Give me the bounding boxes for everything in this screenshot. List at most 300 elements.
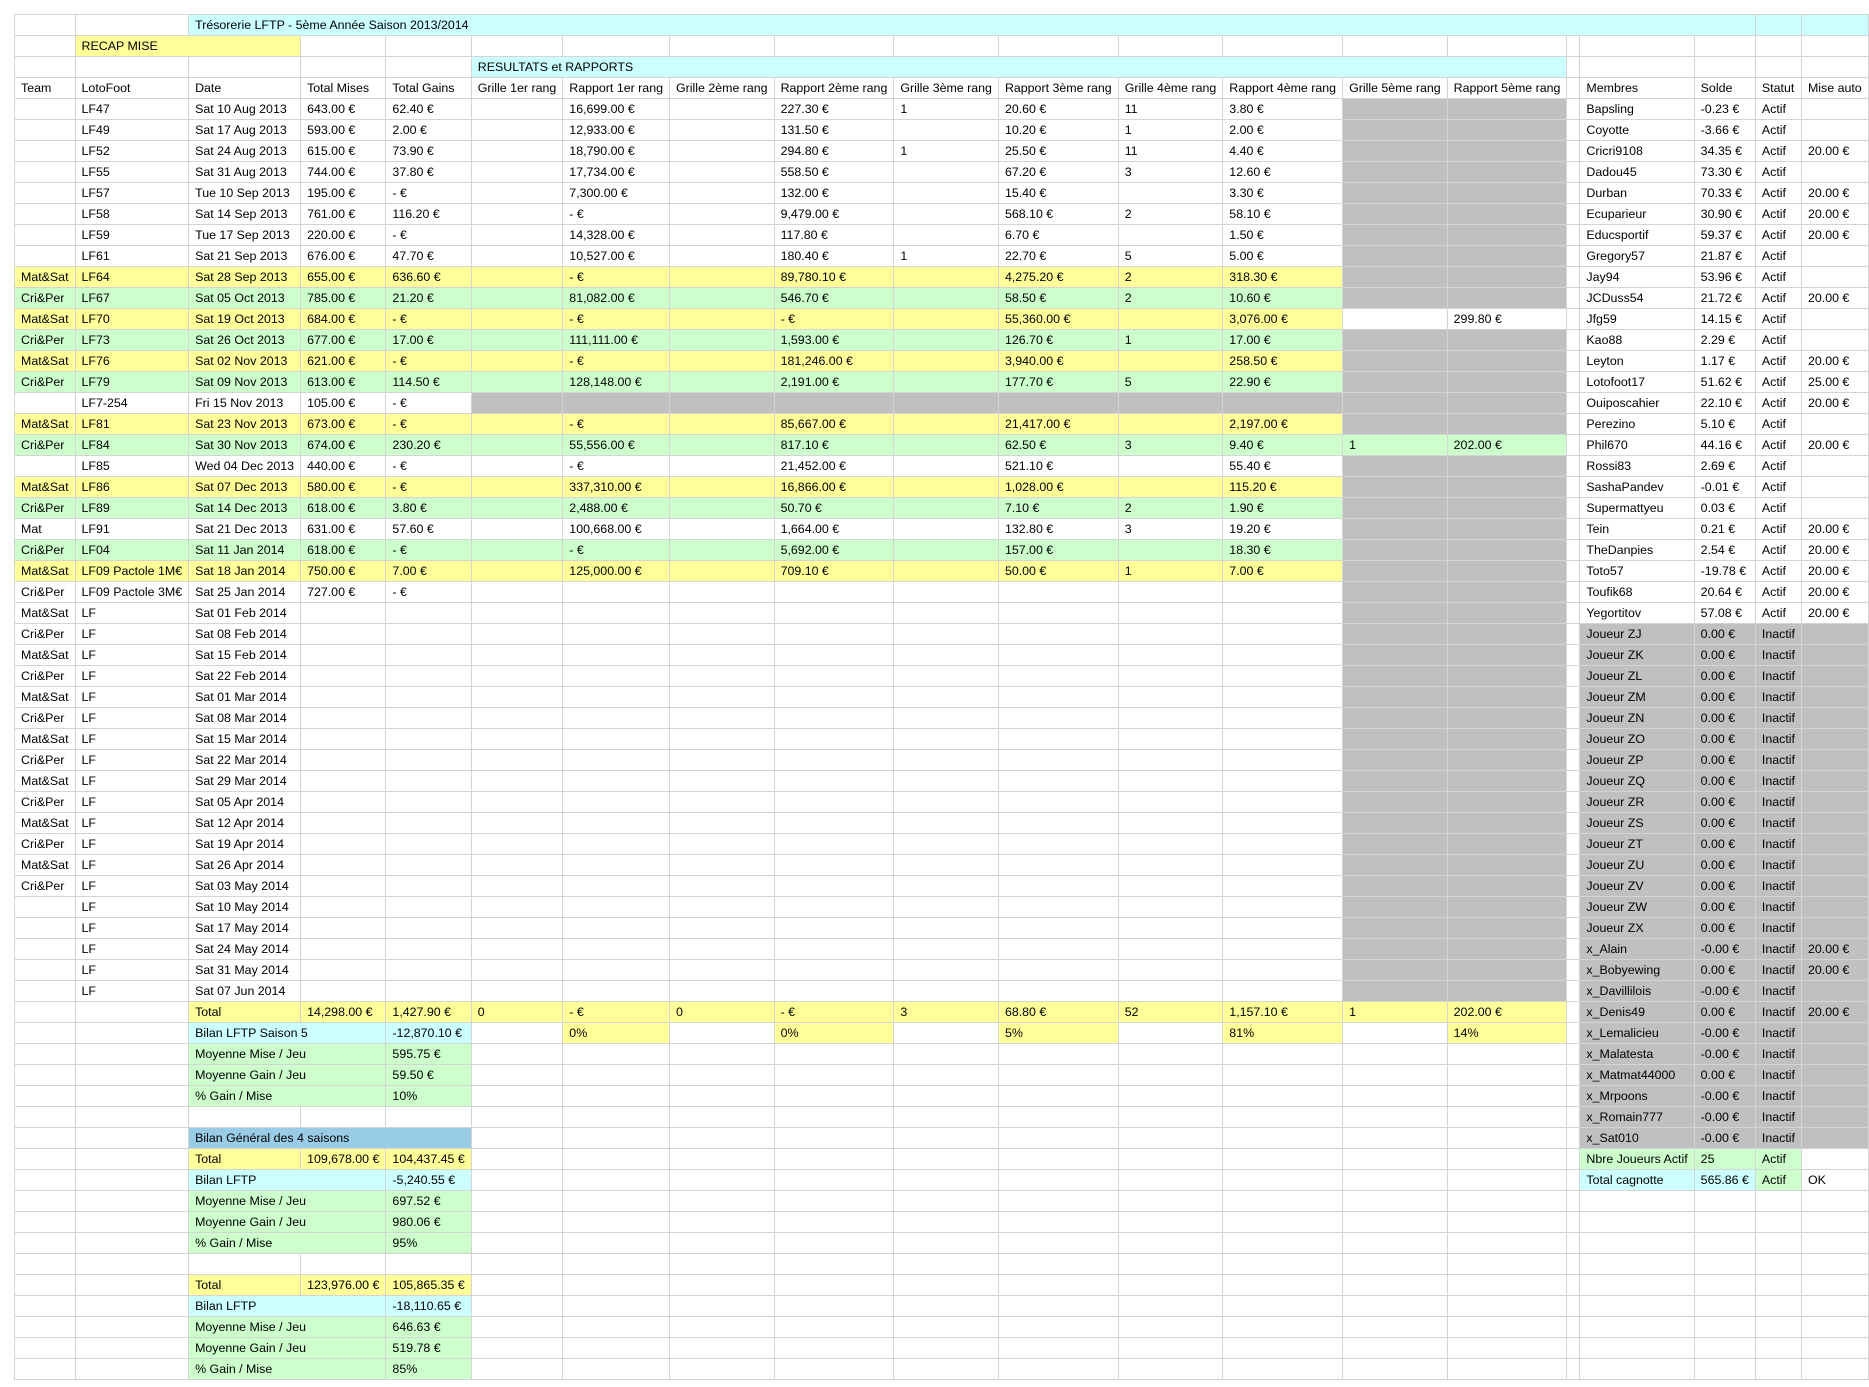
empty-cell[interactable] (471, 1086, 563, 1107)
empty-cell[interactable] (1567, 1002, 1580, 1023)
member-statut[interactable]: Inactif (1755, 981, 1801, 1002)
data-cell[interactable]: 3.30 € (1223, 183, 1343, 204)
data-cell[interactable]: 3.80 € (1223, 99, 1343, 120)
data-cell[interactable] (301, 939, 386, 960)
data-cell[interactable] (1447, 540, 1567, 561)
empty-cell[interactable] (1343, 1233, 1448, 1254)
member-statut[interactable]: Actif (1755, 603, 1801, 624)
stat-label[interactable]: Moyenne Gain / Jeu (189, 1212, 386, 1233)
data-cell[interactable] (471, 729, 563, 750)
member-solde[interactable]: 0.00 € (1694, 855, 1755, 876)
data-cell[interactable]: 62.40 € (386, 99, 471, 120)
data-cell[interactable]: 1 (894, 246, 999, 267)
empty-cell[interactable] (15, 1275, 76, 1296)
data-cell[interactable] (1118, 792, 1223, 813)
member-solde[interactable]: 51.62 € (1694, 372, 1755, 393)
member-solde[interactable]: 0.00 € (1694, 666, 1755, 687)
data-cell[interactable] (563, 708, 670, 729)
data-cell[interactable]: 18.30 € (1223, 540, 1343, 561)
member-name[interactable]: Ecuparieur (1580, 204, 1694, 225)
data-cell[interactable] (998, 708, 1118, 729)
empty-cell[interactable] (75, 1044, 189, 1065)
data-cell[interactable] (471, 645, 563, 666)
data-cell[interactable]: - € (563, 309, 670, 330)
data-cell[interactable]: 116.20 € (386, 204, 471, 225)
empty-cell[interactable] (471, 1128, 563, 1149)
data-cell[interactable] (1343, 645, 1448, 666)
empty-cell[interactable] (75, 57, 189, 78)
data-cell[interactable] (1447, 393, 1567, 414)
stat-label[interactable]: % Gain / Mise (189, 1233, 386, 1254)
data-cell[interactable]: 37.80 € (386, 162, 471, 183)
pct-cell[interactable] (894, 1023, 999, 1044)
empty-cell[interactable] (1694, 36, 1755, 57)
data-cell[interactable] (301, 876, 386, 897)
empty-cell[interactable] (1343, 1254, 1448, 1275)
member-mise-auto[interactable] (1801, 1023, 1868, 1044)
data-cell[interactable]: Cri&Per (15, 666, 76, 687)
data-cell[interactable]: 1 (1118, 120, 1223, 141)
empty-cell[interactable] (1580, 57, 1694, 78)
data-cell[interactable]: Sat 28 Sep 2013 (189, 267, 301, 288)
data-cell[interactable] (774, 939, 894, 960)
stat-value[interactable]: 10% (386, 1086, 471, 1107)
data-cell[interactable] (774, 960, 894, 981)
data-cell[interactable]: Mat&Sat (15, 771, 76, 792)
empty-cell[interactable] (1567, 36, 1580, 57)
data-cell[interactable] (563, 876, 670, 897)
data-cell[interactable] (1118, 393, 1223, 414)
data-cell[interactable] (471, 813, 563, 834)
data-cell[interactable] (774, 855, 894, 876)
member-mise-auto[interactable] (1801, 771, 1868, 792)
data-cell[interactable] (1447, 855, 1567, 876)
empty-cell[interactable] (1567, 1254, 1580, 1275)
data-cell[interactable] (774, 981, 894, 1002)
data-cell[interactable]: 16,699.00 € (563, 99, 670, 120)
data-cell[interactable] (998, 834, 1118, 855)
data-cell[interactable]: LF (75, 603, 189, 624)
data-cell[interactable]: 50.00 € (998, 561, 1118, 582)
empty-cell[interactable] (15, 1002, 76, 1023)
bilan4-title[interactable]: Bilan Général des 4 saisons (189, 1128, 472, 1149)
member-statut[interactable]: Inactif (1755, 897, 1801, 918)
empty-cell[interactable] (894, 1128, 999, 1149)
data-cell[interactable] (774, 918, 894, 939)
data-cell[interactable]: LF47 (75, 99, 189, 120)
data-cell[interactable]: 631.00 € (301, 519, 386, 540)
data-cell[interactable] (15, 204, 76, 225)
member-statut[interactable]: Inactif (1755, 771, 1801, 792)
data-cell[interactable] (894, 624, 999, 645)
data-cell[interactable] (774, 750, 894, 771)
data-cell[interactable] (669, 834, 774, 855)
header-cell[interactable]: Team (15, 78, 76, 99)
empty-cell[interactable] (1447, 1338, 1567, 1359)
empty-cell[interactable] (1343, 1170, 1448, 1191)
empty-cell[interactable] (1447, 1128, 1567, 1149)
data-cell[interactable] (998, 813, 1118, 834)
data-cell[interactable]: 3 (1118, 435, 1223, 456)
data-cell[interactable] (1118, 183, 1223, 204)
data-cell[interactable] (1343, 393, 1448, 414)
empty-cell[interactable] (1755, 1254, 1801, 1275)
data-cell[interactable] (894, 729, 999, 750)
empty-cell[interactable] (75, 1359, 189, 1380)
empty-cell[interactable] (1567, 309, 1580, 330)
data-cell[interactable]: - € (386, 225, 471, 246)
data-cell[interactable]: LF (75, 897, 189, 918)
empty-cell[interactable] (1567, 855, 1580, 876)
empty-cell[interactable] (563, 1254, 670, 1275)
member-name[interactable]: Educsportif (1580, 225, 1694, 246)
data-cell[interactable] (774, 876, 894, 897)
data-cell[interactable]: Sat 18 Jan 2014 (189, 561, 301, 582)
empty-cell[interactable] (1118, 1044, 1223, 1065)
data-cell[interactable]: 440.00 € (301, 456, 386, 477)
data-cell[interactable] (894, 834, 999, 855)
empty-cell[interactable] (1755, 15, 1801, 36)
empty-cell[interactable] (1567, 1086, 1580, 1107)
empty-cell[interactable] (894, 1149, 999, 1170)
data-cell[interactable] (998, 624, 1118, 645)
data-cell[interactable] (669, 960, 774, 981)
data-cell[interactable]: 117.80 € (774, 225, 894, 246)
data-cell[interactable] (669, 813, 774, 834)
data-cell[interactable]: Sat 19 Apr 2014 (189, 834, 301, 855)
member-name[interactable]: Joueur ZN (1580, 708, 1694, 729)
data-cell[interactable] (669, 981, 774, 1002)
data-cell[interactable]: 67.20 € (998, 162, 1118, 183)
data-cell[interactable]: - € (563, 540, 670, 561)
empty-cell[interactable] (1567, 1359, 1580, 1380)
pct-cell[interactable] (669, 1023, 774, 1044)
header-cell[interactable]: Rapport 1er rang (563, 78, 670, 99)
data-cell[interactable] (301, 855, 386, 876)
member-mise-auto[interactable]: 20.00 € (1801, 519, 1868, 540)
data-cell[interactable] (301, 708, 386, 729)
data-cell[interactable] (669, 687, 774, 708)
empty-cell[interactable] (1567, 729, 1580, 750)
member-mise-auto[interactable] (1801, 120, 1868, 141)
data-cell[interactable] (471, 498, 563, 519)
member-statut[interactable]: Actif (1755, 141, 1801, 162)
data-cell[interactable] (669, 120, 774, 141)
data-cell[interactable]: Sat 05 Oct 2013 (189, 288, 301, 309)
data-cell[interactable] (1343, 792, 1448, 813)
data-cell[interactable] (301, 897, 386, 918)
empty-cell[interactable] (1694, 1359, 1755, 1380)
data-cell[interactable] (471, 855, 563, 876)
member-statut[interactable]: Actif (1755, 414, 1801, 435)
empty-cell[interactable] (563, 1338, 670, 1359)
member-mise-auto[interactable]: 20.00 € (1801, 960, 1868, 981)
data-cell[interactable] (774, 708, 894, 729)
member-name[interactable]: SashaPandev (1580, 477, 1694, 498)
data-cell[interactable] (1118, 855, 1223, 876)
data-cell[interactable] (1118, 666, 1223, 687)
data-cell[interactable] (1223, 750, 1343, 771)
member-statut[interactable]: Inactif (1755, 1086, 1801, 1107)
data-cell[interactable] (774, 687, 894, 708)
stat-value[interactable]: 85% (386, 1359, 471, 1380)
member-solde[interactable]: -0.00 € (1694, 1044, 1755, 1065)
stat-label[interactable]: Moyenne Gain / Jeu (189, 1065, 386, 1086)
member-name[interactable]: Joueur ZT (1580, 834, 1694, 855)
data-cell[interactable]: 73.90 € (386, 141, 471, 162)
data-cell[interactable] (471, 876, 563, 897)
member-statut[interactable]: Inactif (1755, 1128, 1801, 1149)
total-cell[interactable]: 1 (1343, 1002, 1448, 1023)
empty-cell[interactable] (774, 1233, 894, 1254)
total-cell[interactable]: 0 (669, 1002, 774, 1023)
data-cell[interactable] (1118, 582, 1223, 603)
data-cell[interactable]: 1.50 € (1223, 225, 1343, 246)
stat-label[interactable]: Moyenne Gain / Jeu (189, 1338, 386, 1359)
empty-cell[interactable] (1567, 939, 1580, 960)
total-label[interactable]: Total (189, 1275, 301, 1296)
data-cell[interactable]: 3,940.00 € (998, 351, 1118, 372)
empty-cell[interactable] (1567, 1338, 1580, 1359)
member-mise-auto[interactable]: 20.00 € (1801, 204, 1868, 225)
member-statut[interactable]: Inactif (1755, 855, 1801, 876)
data-cell[interactable] (894, 330, 999, 351)
data-cell[interactable]: 7.00 € (1223, 561, 1343, 582)
member-name[interactable]: Jfg59 (1580, 309, 1694, 330)
empty-cell[interactable] (15, 1023, 76, 1044)
data-cell[interactable] (386, 981, 471, 1002)
nbre-joueurs-label[interactable]: Nbre Joueurs Actif (1580, 1149, 1694, 1170)
empty-cell[interactable] (1580, 1191, 1694, 1212)
data-cell[interactable]: 1 (894, 99, 999, 120)
empty-cell[interactable] (998, 1338, 1118, 1359)
data-cell[interactable] (669, 624, 774, 645)
data-cell[interactable] (669, 561, 774, 582)
data-cell[interactable] (894, 498, 999, 519)
pct-cell[interactable]: 5% (998, 1023, 1118, 1044)
member-mise-auto[interactable]: 20.00 € (1801, 393, 1868, 414)
data-cell[interactable] (1223, 666, 1343, 687)
data-cell[interactable] (894, 267, 999, 288)
empty-cell[interactable] (1223, 1107, 1343, 1128)
empty-cell[interactable] (75, 1170, 189, 1191)
empty-cell[interactable] (774, 1086, 894, 1107)
data-cell[interactable] (1343, 666, 1448, 687)
data-cell[interactable] (998, 876, 1118, 897)
empty-cell[interactable] (1118, 1170, 1223, 1191)
data-cell[interactable] (301, 813, 386, 834)
stat-label[interactable]: % Gain / Mise (189, 1086, 386, 1107)
empty-cell[interactable] (1567, 120, 1580, 141)
data-cell[interactable]: 1,028.00 € (998, 477, 1118, 498)
member-name[interactable]: Yegortitov (1580, 603, 1694, 624)
data-cell[interactable] (669, 477, 774, 498)
data-cell[interactable]: Mat&Sat (15, 414, 76, 435)
data-cell[interactable] (471, 540, 563, 561)
data-cell[interactable] (998, 792, 1118, 813)
data-cell[interactable] (1447, 687, 1567, 708)
data-cell[interactable]: LF (75, 750, 189, 771)
data-cell[interactable] (894, 309, 999, 330)
data-cell[interactable] (774, 813, 894, 834)
data-cell[interactable]: 709.10 € (774, 561, 894, 582)
empty-cell[interactable] (774, 1044, 894, 1065)
data-cell[interactable]: Tue 17 Sep 2013 (189, 225, 301, 246)
empty-cell[interactable] (998, 1065, 1118, 1086)
empty-cell[interactable] (1567, 834, 1580, 855)
data-cell[interactable]: 114.50 € (386, 372, 471, 393)
empty-cell[interactable] (563, 1107, 670, 1128)
data-cell[interactable]: 5,692.00 € (774, 540, 894, 561)
data-cell[interactable] (774, 624, 894, 645)
empty-cell[interactable] (1580, 1317, 1694, 1338)
data-cell[interactable] (563, 624, 670, 645)
member-name[interactable]: x_Romain777 (1580, 1107, 1694, 1128)
data-cell[interactable] (471, 162, 563, 183)
empty-cell[interactable] (15, 1254, 76, 1275)
data-cell[interactable] (1343, 771, 1448, 792)
empty-cell[interactable] (1567, 918, 1580, 939)
data-cell[interactable] (998, 855, 1118, 876)
data-cell[interactable] (386, 897, 471, 918)
data-cell[interactable] (1447, 183, 1567, 204)
member-solde[interactable]: 0.00 € (1694, 624, 1755, 645)
data-cell[interactable]: LF61 (75, 246, 189, 267)
empty-cell[interactable] (1567, 141, 1580, 162)
empty-cell[interactable] (1755, 1233, 1801, 1254)
data-cell[interactable]: 643.00 € (301, 99, 386, 120)
empty-cell[interactable] (75, 1233, 189, 1254)
member-solde[interactable]: 53.96 € (1694, 267, 1755, 288)
data-cell[interactable] (301, 624, 386, 645)
data-cell[interactable] (1447, 603, 1567, 624)
empty-cell[interactable] (669, 1275, 774, 1296)
data-cell[interactable] (669, 330, 774, 351)
data-cell[interactable] (471, 834, 563, 855)
empty-cell[interactable] (894, 1044, 999, 1065)
empty-cell[interactable] (1567, 1212, 1580, 1233)
empty-cell[interactable] (75, 1065, 189, 1086)
data-cell[interactable] (1447, 666, 1567, 687)
data-cell[interactable]: - € (386, 183, 471, 204)
empty-cell[interactable] (1343, 36, 1448, 57)
empty-cell[interactable] (1223, 1191, 1343, 1212)
data-cell[interactable]: 3.80 € (386, 498, 471, 519)
data-cell[interactable] (998, 960, 1118, 981)
empty-cell[interactable] (15, 1044, 76, 1065)
data-cell[interactable] (301, 981, 386, 1002)
data-cell[interactable] (669, 204, 774, 225)
data-cell[interactable] (1223, 981, 1343, 1002)
member-solde[interactable]: 0.00 € (1694, 708, 1755, 729)
data-cell[interactable] (1118, 687, 1223, 708)
empty-cell[interactable] (774, 1170, 894, 1191)
member-solde[interactable]: 30.90 € (1694, 204, 1755, 225)
data-cell[interactable]: - € (563, 351, 670, 372)
data-cell[interactable]: Sat 25 Jan 2014 (189, 582, 301, 603)
data-cell[interactable]: LF09 Pactole 3M€ (75, 582, 189, 603)
data-cell[interactable] (1343, 624, 1448, 645)
data-cell[interactable] (669, 666, 774, 687)
data-cell[interactable] (1447, 708, 1567, 729)
empty-cell[interactable] (1447, 1212, 1567, 1233)
empty-cell[interactable] (471, 1212, 563, 1233)
data-cell[interactable] (1447, 624, 1567, 645)
total-cell[interactable]: - € (563, 1002, 670, 1023)
member-name[interactable]: Joueur ZR (1580, 792, 1694, 813)
data-cell[interactable]: 20.60 € (998, 99, 1118, 120)
data-cell[interactable] (669, 729, 774, 750)
data-cell[interactable]: 21,452.00 € (774, 456, 894, 477)
data-cell[interactable]: LF7-254 (75, 393, 189, 414)
data-cell[interactable] (301, 645, 386, 666)
data-cell[interactable]: 55,556.00 € (563, 435, 670, 456)
empty-cell[interactable] (669, 1212, 774, 1233)
data-cell[interactable]: 558.50 € (774, 162, 894, 183)
empty-cell[interactable] (1801, 1338, 1868, 1359)
empty-cell[interactable] (998, 1233, 1118, 1254)
data-cell[interactable]: 568.10 € (998, 204, 1118, 225)
data-cell[interactable]: 5 (1118, 372, 1223, 393)
empty-cell[interactable] (1567, 1191, 1580, 1212)
data-cell[interactable]: 10.60 € (1223, 288, 1343, 309)
data-cell[interactable] (563, 666, 670, 687)
data-cell[interactable] (471, 624, 563, 645)
data-cell[interactable]: Sat 21 Sep 2013 (189, 246, 301, 267)
empty-cell[interactable] (894, 1296, 999, 1317)
data-cell[interactable] (894, 414, 999, 435)
data-cell[interactable] (471, 939, 563, 960)
empty-cell[interactable] (1755, 1338, 1801, 1359)
data-cell[interactable] (1343, 225, 1448, 246)
member-statut[interactable]: Inactif (1755, 1107, 1801, 1128)
data-cell[interactable]: 2 (1118, 204, 1223, 225)
data-cell[interactable] (471, 771, 563, 792)
nbre-joueurs-value[interactable]: 25 (1694, 1149, 1755, 1170)
total-cell[interactable]: 14,298.00 € (301, 1002, 386, 1023)
data-cell[interactable] (1343, 897, 1448, 918)
empty-cell[interactable] (1567, 477, 1580, 498)
member-mise-auto[interactable] (1801, 981, 1868, 1002)
empty-cell[interactable] (774, 1107, 894, 1128)
data-cell[interactable]: 2,197.00 € (1223, 414, 1343, 435)
data-cell[interactable]: 1,664.00 € (774, 519, 894, 540)
data-cell[interactable] (1343, 183, 1448, 204)
data-cell[interactable]: 131.50 € (774, 120, 894, 141)
empty-cell[interactable] (1567, 624, 1580, 645)
empty-cell[interactable] (1447, 1107, 1567, 1128)
member-name[interactable]: Leyton (1580, 351, 1694, 372)
data-cell[interactable]: LF (75, 771, 189, 792)
data-cell[interactable] (1118, 603, 1223, 624)
data-cell[interactable]: Sat 26 Oct 2013 (189, 330, 301, 351)
data-cell[interactable] (563, 855, 670, 876)
empty-cell[interactable] (15, 1170, 76, 1191)
data-cell[interactable]: 1 (894, 141, 999, 162)
empty-cell[interactable] (774, 1359, 894, 1380)
member-mise-auto[interactable] (1801, 750, 1868, 771)
data-cell[interactable]: Sat 08 Mar 2014 (189, 708, 301, 729)
empty-cell[interactable] (1694, 1296, 1755, 1317)
empty-cell[interactable] (1567, 204, 1580, 225)
data-cell[interactable]: 2,488.00 € (563, 498, 670, 519)
data-cell[interactable]: 1,593.00 € (774, 330, 894, 351)
empty-cell[interactable] (1447, 1044, 1567, 1065)
member-name[interactable]: x_Lemalicieu (1580, 1023, 1694, 1044)
data-cell[interactable] (998, 645, 1118, 666)
data-cell[interactable]: 202.00 € (1447, 435, 1567, 456)
data-cell[interactable]: 14,328.00 € (563, 225, 670, 246)
